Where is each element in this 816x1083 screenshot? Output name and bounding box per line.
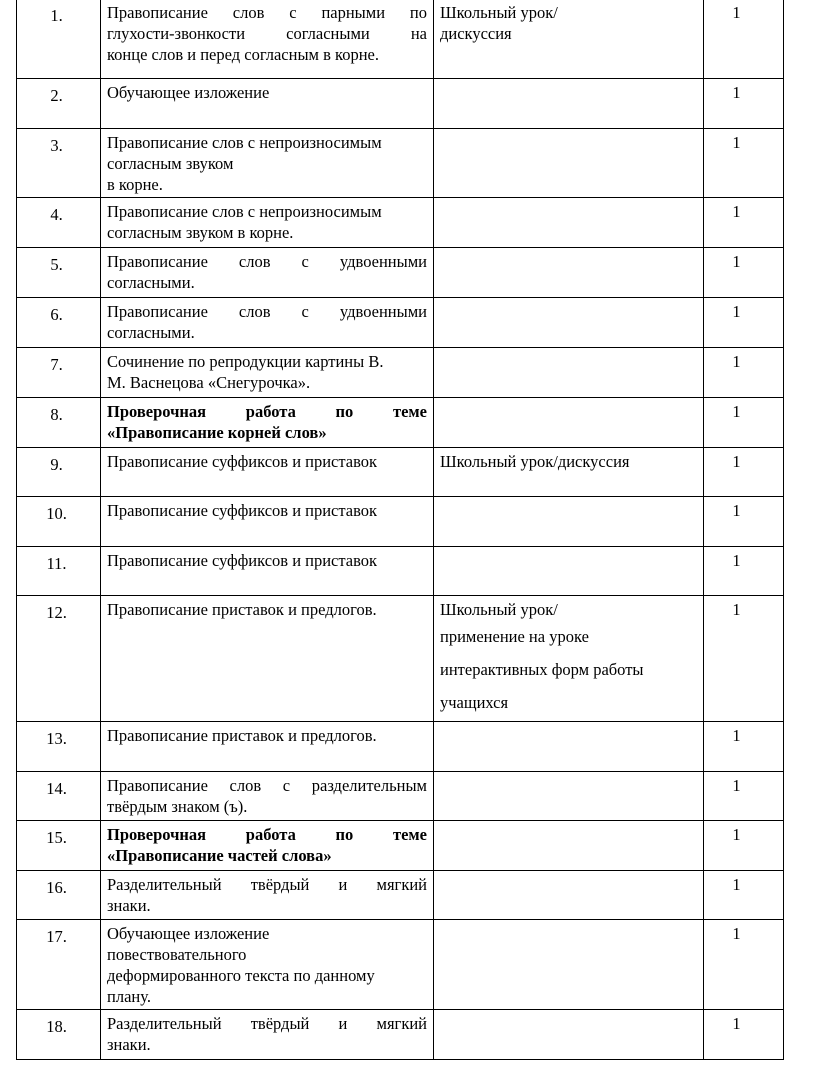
lesson-topic-cell [101, 871, 434, 920]
lesson-hours: 1 [732, 352, 741, 371]
lesson-topic-cell [101, 129, 434, 198]
lesson-topic-cell [101, 772, 434, 821]
lesson-form-line: интерактивных форм работы [440, 660, 644, 679]
lesson-hours-cell [704, 547, 784, 596]
lesson-number: 8. [50, 405, 63, 424]
lesson-topic-line: М. Васнецова «Снегурочка». [107, 373, 311, 392]
lesson-topic-cell [101, 298, 434, 348]
lesson-hours-cell [704, 79, 784, 129]
lesson-topic-line: Правописание суффиксов и приставок [107, 501, 378, 520]
table-row [17, 129, 784, 198]
lesson-number: 2. [50, 86, 63, 105]
lesson-number-cell [17, 821, 101, 871]
table-row [17, 722, 784, 772]
lesson-number-cell [17, 1010, 101, 1060]
lesson-hours: 1 [732, 825, 741, 844]
lesson-number-cell [17, 79, 101, 129]
lesson-form-cell [434, 248, 704, 298]
lesson-hours-cell [704, 497, 784, 547]
lesson-hours: 1 [732, 3, 741, 22]
lesson-hours-cell [704, 871, 784, 920]
lesson-form-line: дискуссия [440, 24, 512, 43]
lesson-form-cell [434, 547, 704, 596]
lesson-number-cell [17, 398, 101, 448]
lesson-topic-line: Правописание приставок и предлогов. [107, 726, 377, 745]
lesson-hours: 1 [732, 452, 741, 471]
lesson-topic-line: знаки. [107, 1035, 151, 1054]
lesson-form-line: Школьный урок/ [440, 3, 558, 22]
lesson-topic-cell [101, 0, 434, 79]
table-row [17, 0, 784, 79]
lesson-hours: 1 [732, 776, 741, 795]
lesson-hours-cell [704, 398, 784, 448]
lesson-number-cell [17, 198, 101, 248]
lesson-hours-cell [704, 198, 784, 248]
lesson-topic-cell [101, 398, 434, 448]
lesson-hours-cell [704, 1010, 784, 1060]
lesson-hours-cell [704, 722, 784, 772]
lesson-topic-line: согласным звуком [107, 154, 234, 173]
lesson-hours-cell [704, 920, 784, 1010]
lesson-form-cell [434, 298, 704, 348]
lesson-number-cell [17, 348, 101, 398]
table-row [17, 547, 784, 596]
lesson-hours: 1 [732, 83, 741, 102]
lesson-topic-line: Разделительный твёрдый и мягкий [107, 1014, 427, 1033]
lesson-number-cell [17, 722, 101, 772]
lesson-form-line: Школьный урок/ [440, 600, 558, 619]
lesson-number: 16. [46, 878, 67, 897]
lesson-hours-cell [704, 248, 784, 298]
lesson-topic-line: знаки. [107, 896, 151, 915]
lesson-number-cell [17, 920, 101, 1010]
lesson-number: 15. [46, 828, 67, 847]
lesson-hours-cell [704, 0, 784, 79]
lesson-hours: 1 [732, 726, 741, 745]
lesson-topic-line: Правописание слов с непроизносимым [107, 202, 382, 221]
lesson-number: 17. [46, 927, 67, 946]
table-row [17, 198, 784, 248]
lesson-number-cell [17, 129, 101, 198]
lesson-hours-cell [704, 772, 784, 821]
lesson-topic-line: твёрдым знаком (ъ). [107, 797, 248, 816]
lesson-topic-line: согласным звуком в корне. [107, 223, 294, 242]
lesson-number-cell [17, 0, 101, 79]
lesson-topic-line: конце слов и перед согласным в корне. [107, 45, 379, 64]
lesson-number: 4. [50, 205, 63, 224]
lesson-number: 12. [46, 603, 67, 622]
lesson-topic-line: Разделительный твёрдый и мягкий [107, 875, 427, 894]
lesson-hours: 1 [732, 252, 741, 271]
lesson-topic-line: глухости-звонкости согласными на [107, 24, 427, 43]
lesson-topic-line: согласными. [107, 273, 195, 292]
lesson-plan-table [16, 0, 784, 1060]
lesson-form-cell [434, 722, 704, 772]
lesson-hours: 1 [732, 202, 741, 221]
table-row [17, 1010, 784, 1060]
lesson-topic-cell [101, 722, 434, 772]
lesson-number: 6. [50, 305, 63, 324]
lesson-topic-line: Правописание слов с непроизносимым [107, 133, 382, 152]
lesson-topic-line: Правописание слов с парными по [107, 3, 427, 22]
lesson-topic-line: Проверочная работа по теме [107, 825, 427, 844]
lesson-topic-line: «Правописание частей слова» [107, 846, 332, 865]
lesson-number: 7. [50, 355, 63, 374]
lesson-number-cell [17, 448, 101, 497]
lesson-number: 10. [46, 504, 67, 523]
lesson-number-cell [17, 871, 101, 920]
table-row [17, 398, 784, 448]
lesson-hours-cell [704, 448, 784, 497]
lesson-hours-cell [704, 129, 784, 198]
lesson-topic-line: Обучающее изложение [107, 924, 270, 943]
lesson-topic-cell [101, 920, 434, 1010]
table-row [17, 448, 784, 497]
lesson-topic-line: Обучающее изложение [107, 83, 270, 102]
table-row [17, 248, 784, 298]
lesson-hours-cell [704, 821, 784, 871]
lesson-topic-cell [101, 596, 434, 722]
lesson-number-cell [17, 772, 101, 821]
lesson-number: 13. [46, 729, 67, 748]
lesson-hours: 1 [732, 501, 741, 520]
lesson-number: 18. [46, 1017, 67, 1036]
lesson-hours: 1 [732, 1014, 741, 1033]
table-row [17, 871, 784, 920]
table-row [17, 821, 784, 871]
table-row [17, 920, 784, 1010]
lesson-number-cell [17, 596, 101, 722]
lesson-number-cell [17, 497, 101, 547]
lesson-number: 9. [50, 455, 63, 474]
lesson-number: 1. [50, 6, 63, 25]
lesson-form-cell [434, 79, 704, 129]
lesson-topic-line: Правописание суффиксов и приставок [107, 551, 378, 570]
lesson-topic-line: в корне. [107, 175, 163, 194]
lesson-form-cell [434, 129, 704, 198]
lesson-hours-cell [704, 348, 784, 398]
table-row [17, 497, 784, 547]
lesson-number: 5. [50, 255, 63, 274]
lesson-topic-line: Правописание приставок и предлогов. [107, 600, 377, 619]
lesson-form-cell [434, 596, 704, 722]
lesson-number-cell [17, 547, 101, 596]
table-row [17, 772, 784, 821]
lesson-topic-line: Правописание слов с удвоенными [107, 302, 427, 321]
lesson-topic-line: повествовательного [107, 945, 247, 964]
lesson-hours-cell [704, 596, 784, 722]
lesson-topic-line: Правописание слов с разделительным [107, 776, 427, 795]
table-row [17, 596, 784, 722]
lesson-hours-cell [704, 298, 784, 348]
lesson-form-cell [434, 398, 704, 448]
lesson-topic-cell [101, 497, 434, 547]
lesson-form-cell [434, 448, 704, 497]
lesson-hours: 1 [732, 402, 741, 421]
lesson-form-cell [434, 1010, 704, 1060]
lesson-form-cell [434, 348, 704, 398]
lesson-hours: 1 [732, 302, 741, 321]
table-row [17, 79, 784, 129]
lesson-topic-line: «Правописание корней слов» [107, 423, 327, 442]
lesson-topic-line: Правописание суффиксов и приставок [107, 452, 378, 471]
lesson-topic-cell [101, 1010, 434, 1060]
lesson-topic-cell [101, 198, 434, 248]
lesson-topic-line: согласными. [107, 323, 195, 342]
lesson-hours: 1 [732, 875, 741, 894]
lesson-form-line: Школьный урок/дискуссия [440, 452, 630, 471]
lesson-form-line: учащихся [440, 693, 509, 712]
lesson-form-cell [434, 497, 704, 547]
lesson-form-cell [434, 0, 704, 79]
lesson-topic-cell [101, 348, 434, 398]
lesson-topic-line: Сочинение по репродукции картины В. [107, 352, 384, 371]
lesson-number: 3. [50, 136, 63, 155]
lesson-topic-line: плану. [107, 987, 151, 1006]
lesson-topic-line: Проверочная работа по теме [107, 402, 427, 421]
lesson-form-cell [434, 772, 704, 821]
lesson-form-line: применение на уроке [440, 627, 589, 646]
lesson-hours: 1 [732, 133, 741, 152]
lesson-topic-cell [101, 248, 434, 298]
lesson-form-cell [434, 920, 704, 1010]
lesson-topic-line: деформированного текста по данному [107, 966, 375, 985]
lesson-form-cell [434, 871, 704, 920]
lesson-hours: 1 [732, 551, 741, 570]
lesson-number: 11. [46, 554, 67, 573]
table-row [17, 298, 784, 348]
lesson-topic-cell [101, 79, 434, 129]
lesson-number-cell [17, 248, 101, 298]
lesson-topic-cell [101, 448, 434, 497]
lesson-hours: 1 [732, 924, 741, 943]
lesson-form-cell [434, 198, 704, 248]
table-row [17, 348, 784, 398]
lesson-hours: 1 [732, 600, 741, 619]
lesson-topic-line: Правописание слов с удвоенными [107, 252, 427, 271]
lesson-form-cell [434, 821, 704, 871]
lesson-plan-body [17, 0, 784, 1060]
lesson-number-cell [17, 298, 101, 348]
lesson-topic-cell [101, 547, 434, 596]
lesson-topic-cell [101, 821, 434, 871]
lesson-number: 14. [46, 779, 67, 798]
